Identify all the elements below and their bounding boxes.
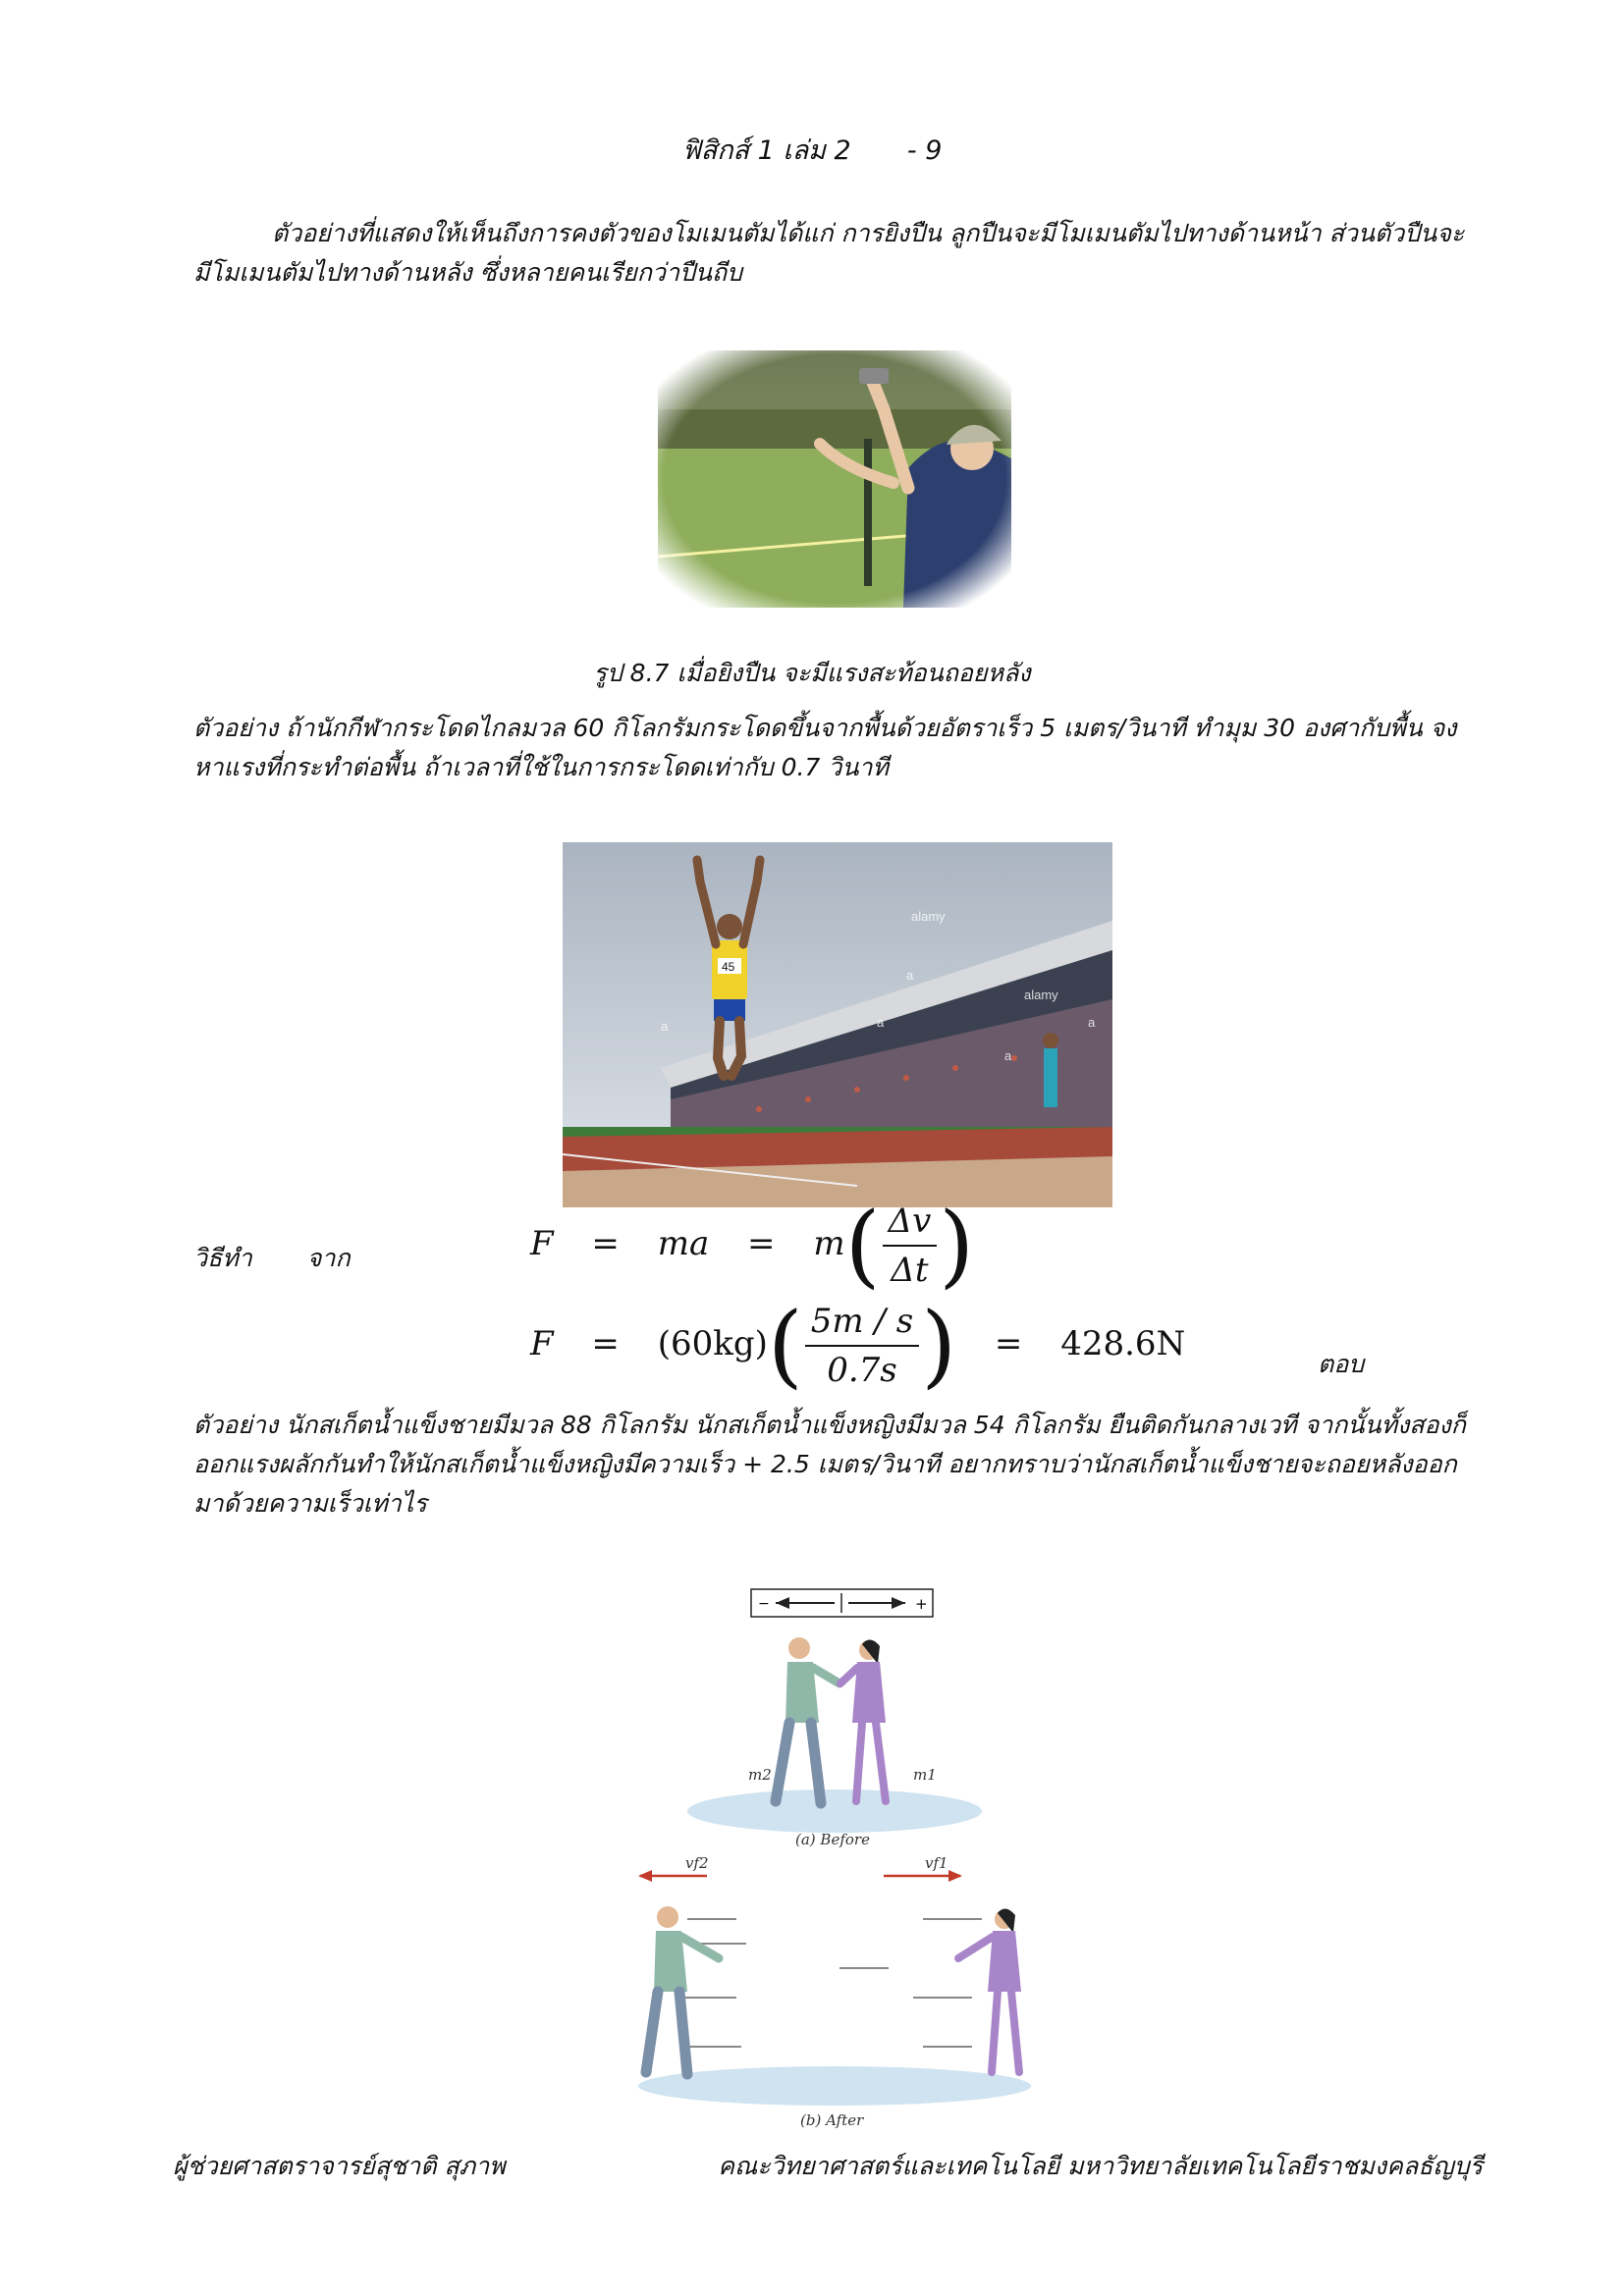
man-skater-after bbox=[646, 1906, 719, 2074]
watermark-4: alamy bbox=[1024, 988, 1058, 1002]
example2-paragraph: ตัวอย่าง นักสเก็ตน้ำแข็งชายมีมวล 88 กิโลกรัม นักสเก็ตน้ำแข็งหญิงมีมวล 54 กิโลกรัม ยืนติดกันกลางเวที จากนั้นทั้งสองก็ออกแรงผลักกันทำให้นักสเก็ตน้ำแข็งหญิงมีความเร็ว + 2.5 เมตร/วินาที อยากทราบว่านักสเก็ตน้ำแข็งชายจะถอยหลังออกมาด้วยความเร็วเท่าไร bbox=[193, 1411, 1466, 1518]
label-m2: m2 bbox=[748, 1766, 772, 1784]
equation-newton: F = ma = m( $\frac{\Delta v}{\Delta t}$ ) bbox=[530, 1193, 975, 1298]
caption-before: (a) Before bbox=[795, 1831, 870, 1848]
method-label: วิธีทำ bbox=[193, 1244, 252, 1272]
eq2-fraction bbox=[805, 1300, 919, 1392]
eq1-m: m bbox=[813, 1224, 845, 1263]
axis-plus: + bbox=[915, 1595, 928, 1613]
eq1-denominator: Δt bbox=[891, 1251, 929, 1290]
eq2-numerator: 5m / s bbox=[805, 1300, 919, 1347]
bib-number: 45 bbox=[722, 960, 735, 974]
watermark-6: a bbox=[1004, 1048, 1012, 1063]
label-vf2: vf2 bbox=[685, 1854, 709, 1872]
eq2-equals: = bbox=[591, 1324, 620, 1363]
gun-recoil-photo bbox=[658, 350, 1011, 608]
watermark-8: a bbox=[661, 1019, 669, 1034]
page-header bbox=[0, 132, 1624, 171]
example1-paragraph: ตัวอย่าง ถ้านักกีฬากระโดดไกลมวล 60 กิโลกรัมกระโดดขึ้นจากพื้นด้วยอัตราเร็ว 5 เมตร/วินาที ทำมุม 30 องศากับพื้น จงหาแรงที่กระทำต่อพื้น ถ้าเวลาที่ใช้ในการกระโดดเท่ากับ 0.7 วินาที bbox=[193, 714, 1457, 781]
eq1-equals-2: = bbox=[747, 1224, 776, 1263]
footer-author: ผู้ช่วยศาสตราจารย์สุชาติ สุภาพ bbox=[173, 2152, 506, 2180]
header-title: ฟิสิกส์ 1 เล่ม 2 bbox=[681, 135, 851, 166]
watermark-2: a bbox=[906, 968, 914, 983]
skaters-diagram bbox=[628, 1585, 1041, 2135]
page-number: - 9 bbox=[906, 135, 943, 166]
woman-skater-after bbox=[958, 1908, 1021, 2072]
eq2-mass: (60kg) bbox=[657, 1324, 768, 1363]
method-line bbox=[193, 1239, 398, 1278]
axis-minus: − bbox=[758, 1596, 770, 1612]
eq2-denominator: 0.7s bbox=[827, 1351, 897, 1390]
eq1-equals: = bbox=[591, 1224, 620, 1263]
watermark-5: a bbox=[877, 1015, 885, 1030]
woman-skater-before bbox=[840, 1639, 886, 1801]
eq1-ma: ma bbox=[657, 1224, 710, 1263]
watermark-7: a bbox=[1088, 1015, 1096, 1030]
man-skater-before bbox=[776, 1637, 839, 1803]
watermark-3: a bbox=[1112, 968, 1120, 983]
eq1-numerator: Δv bbox=[883, 1200, 938, 1247]
intro-paragraph: ตัวอย่างที่แสดงให้เห็นถึงการคงตัวของโมเมนตัมได้แก่ การยิงปืน ลูกปืนจะมีโมเมนตัมไปทางด้านหน้า ส่วนตัวปืนจะมีโมเมนตัมไปทางด้านหลัง ซึ่งหลายคนเรียกว่าปืนถีบ bbox=[193, 219, 1465, 287]
eq2-result: 428.6N bbox=[1060, 1324, 1186, 1363]
label-m1: m1 bbox=[913, 1766, 937, 1784]
footer-institution: คณะวิทยาศาสตร์และเทคโนโลยี มหาวิทยาลัยเทคโนโลยีราชมงคลธัญบุรี bbox=[718, 2152, 1483, 2180]
figure1-caption: รูป 8.7 เมื่อยิงปืน จะมีแรงสะท้อนถอยหลัง bbox=[593, 659, 1031, 687]
eq1-lhs: F bbox=[530, 1224, 554, 1263]
eq2-equals-2: = bbox=[994, 1324, 1023, 1363]
eq1-fraction bbox=[883, 1200, 938, 1292]
caption-after: (b) After bbox=[800, 2111, 864, 2129]
answer-label: ตอบ bbox=[1318, 1350, 1365, 1378]
from-label: จาก bbox=[306, 1244, 351, 1272]
watermark-1: alamy bbox=[911, 909, 946, 924]
label-vf1: vf1 bbox=[925, 1854, 948, 1872]
long-jump-photo bbox=[563, 842, 1120, 1207]
equation-numeric: F = (60kg)( $\frac{5m / s}{0.7s}$ ) = 428.6N bbox=[530, 1293, 1186, 1398]
eq2-lhs: F bbox=[530, 1324, 554, 1363]
